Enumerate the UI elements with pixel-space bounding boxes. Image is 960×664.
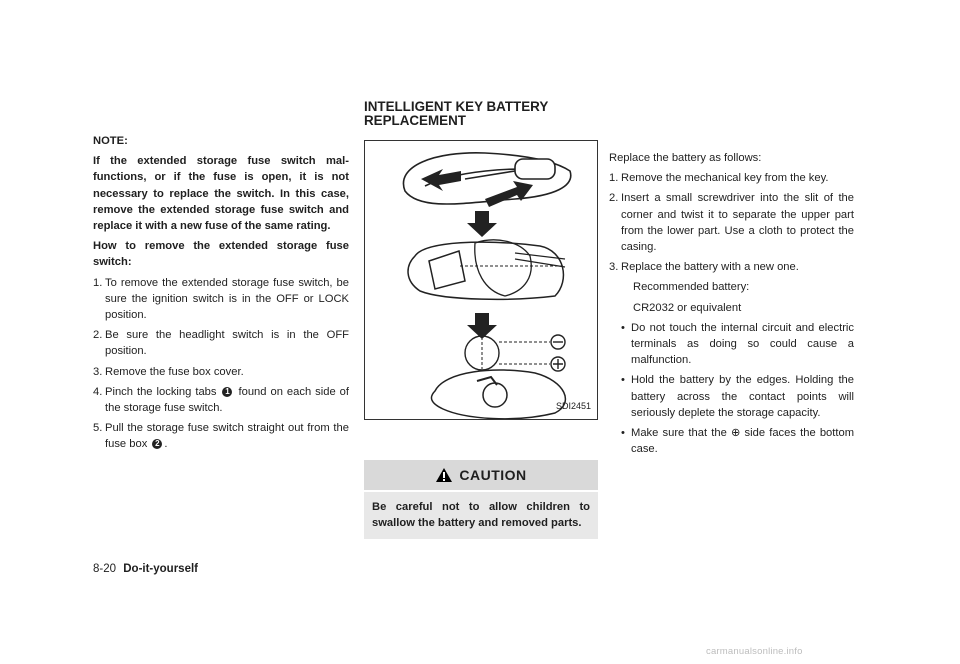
bottom-case-icon bbox=[431, 370, 565, 419]
howto-heading: How to remove the extended storage fuse switch: bbox=[93, 240, 349, 269]
callout-1-icon: 1 bbox=[222, 387, 232, 397]
figure-code: SDI2451 bbox=[555, 400, 591, 411]
casing-with-cloth-icon bbox=[408, 240, 565, 299]
warning-triangle-icon bbox=[435, 467, 453, 483]
arrow-down-icon bbox=[467, 313, 497, 339]
battery-bullets bbox=[609, 320, 854, 458]
caution-header bbox=[364, 460, 598, 490]
battery-spec bbox=[609, 279, 854, 315]
page-footer bbox=[93, 563, 198, 575]
battery-replacement-figure bbox=[364, 140, 598, 420]
arrow-right-icon bbox=[485, 181, 533, 207]
intro-text: Replace the battery as follows: bbox=[609, 152, 762, 164]
bullet-icon: • bbox=[621, 374, 625, 387]
caution-title: CAUTION bbox=[459, 466, 527, 483]
caution-box bbox=[364, 460, 598, 539]
list-item: • Hold the battery by the edges. Holding the battery across the contact points will seriously deplete the storage capacity. bbox=[621, 374, 854, 419]
list-item: 5. Pull the storage fuse switch straight out from the fuse box 2 . bbox=[93, 422, 349, 451]
battery-icon bbox=[465, 335, 565, 371]
list-item: 4. Pinch the locking tabs 1 found on each side of the storage fuse switch. bbox=[93, 385, 349, 415]
list-item: • Do not touch the internal circuit and electric terminals as doing so could cause a malfunction. bbox=[621, 321, 854, 367]
list-item: 3. Remove the fuse box cover. bbox=[93, 365, 244, 378]
plus-circle-icon: ⊕ bbox=[730, 427, 741, 440]
middle-column bbox=[364, 100, 598, 539]
list-item: 1. Remove the mechanical key from the key. bbox=[609, 172, 829, 185]
list-item: 1. To remove the extended storage fuse switch, be sure the ignition switch is in the OFF or LOCK position. bbox=[93, 276, 349, 322]
list-item: 2. Insert a small screwdriver into the slit of the corner and twist it to separate the upper part from the lower part. Use a cloth to protect the casing. bbox=[609, 192, 854, 254]
fuse-steps-list bbox=[93, 275, 349, 453]
watermark: carmanualsonline.info bbox=[706, 646, 803, 657]
list-item: • Make sure that the ⊕ side faces the bottom case. bbox=[621, 427, 855, 456]
list-item: 2. Be sure the headlight switch is in the OFF position. bbox=[93, 329, 349, 358]
key-battery-illustration bbox=[365, 141, 597, 419]
page-number: 8-20 bbox=[93, 563, 117, 575]
note-label: NOTE: bbox=[93, 135, 128, 147]
battery-steps-list bbox=[609, 170, 854, 275]
callout-2-icon: 2 bbox=[152, 439, 162, 449]
bullet-icon: • bbox=[621, 427, 625, 440]
list-item: 3. Replace the battery with a new one. bbox=[609, 261, 799, 274]
battery-type: CR2032 or equivalent bbox=[633, 301, 742, 314]
note-text: If the extended storage fuse switch mal-functions, or if the fuse is open, it is not necessary to replace the switch. In this case, remove the extended storage fuse switch and replace it with a new fuse of the same rating. bbox=[93, 155, 349, 233]
left-column bbox=[93, 133, 349, 457]
arrow-up-left-icon bbox=[421, 169, 461, 191]
right-column bbox=[609, 150, 854, 461]
section-name: Do-it-yourself bbox=[123, 563, 198, 575]
caution-text: Be careful not to allow children to swallow the battery and removed parts. bbox=[364, 492, 598, 539]
recommended-label: Recommended battery: bbox=[633, 281, 750, 294]
section-heading: INTELLIGENT KEY BATTERY REPLACEMENT bbox=[364, 99, 549, 128]
arrow-down-icon bbox=[467, 211, 497, 237]
bullet-icon: • bbox=[621, 321, 625, 334]
